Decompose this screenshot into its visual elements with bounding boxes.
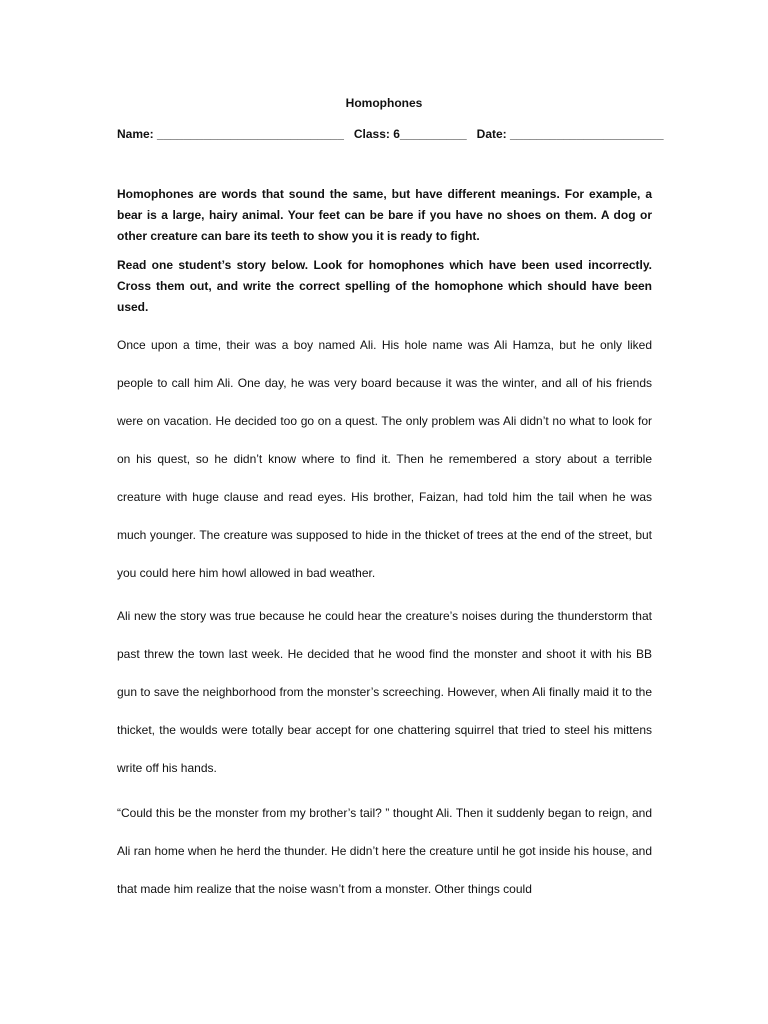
page-title: Homophones <box>345 96 423 110</box>
story-paragraph-3: “Could this be the monster from my brother’s tail? ” thought Ali. Then it suddenly began to reign, and Ali ran home when he herd the thunder. He didn’t here the creature until he got inside his house, and that made him realize that the noise wasn’t from a monster. Other things could <box>117 806 652 896</box>
student-info-line: Name: ____________________________ Class: 6__________ Date: _______________________ <box>117 127 664 141</box>
intro-paragraph-instructions: Read one student’s story below. Look for homophones which have been used incorrectly. Cross them out, and write the correct spelling of the homophone which should have been used. <box>117 258 652 314</box>
story-paragraph-1: Once upon a time, their was a boy named Ali. His hole name was Ali Hamza, but he only liked people to call him Ali. One day, he was very board because it was the winter, and all of his friends were on vacation. He decided too go on a quest. The only problem was Ali didn’t no what to look for on his quest, so he didn’t know where to find it. Then he remembered a story about a terrible creature with huge clause and read eyes. His brother, Faizan, had told him the tail when he was much younger. The creature was supposed to hide in the thicket of trees at the end of the street, but you could here him howl allowed in bad weather. <box>117 338 652 580</box>
intro-paragraph-definition: Homophones are words that sound the same, but have different meanings. For example, a bear is a large, hairy animal. Your feet can be bare if you have no shoes on them. A dog or other creature can bare its teeth to show you it is ready to fight. <box>117 187 652 243</box>
story-paragraph-2: Ali new the story was true because he could hear the creature’s noises during the thunderstorm that past threw the town last week. He decided that he wood find the monster and shoot it with his BB gun to save the neighborhood from the monster’s screeching. However, when Ali finally maid it to the thicket, the woulds were totally bear accept for one chattering squirrel that tried to steel his mittens write off his hands. <box>117 609 652 775</box>
